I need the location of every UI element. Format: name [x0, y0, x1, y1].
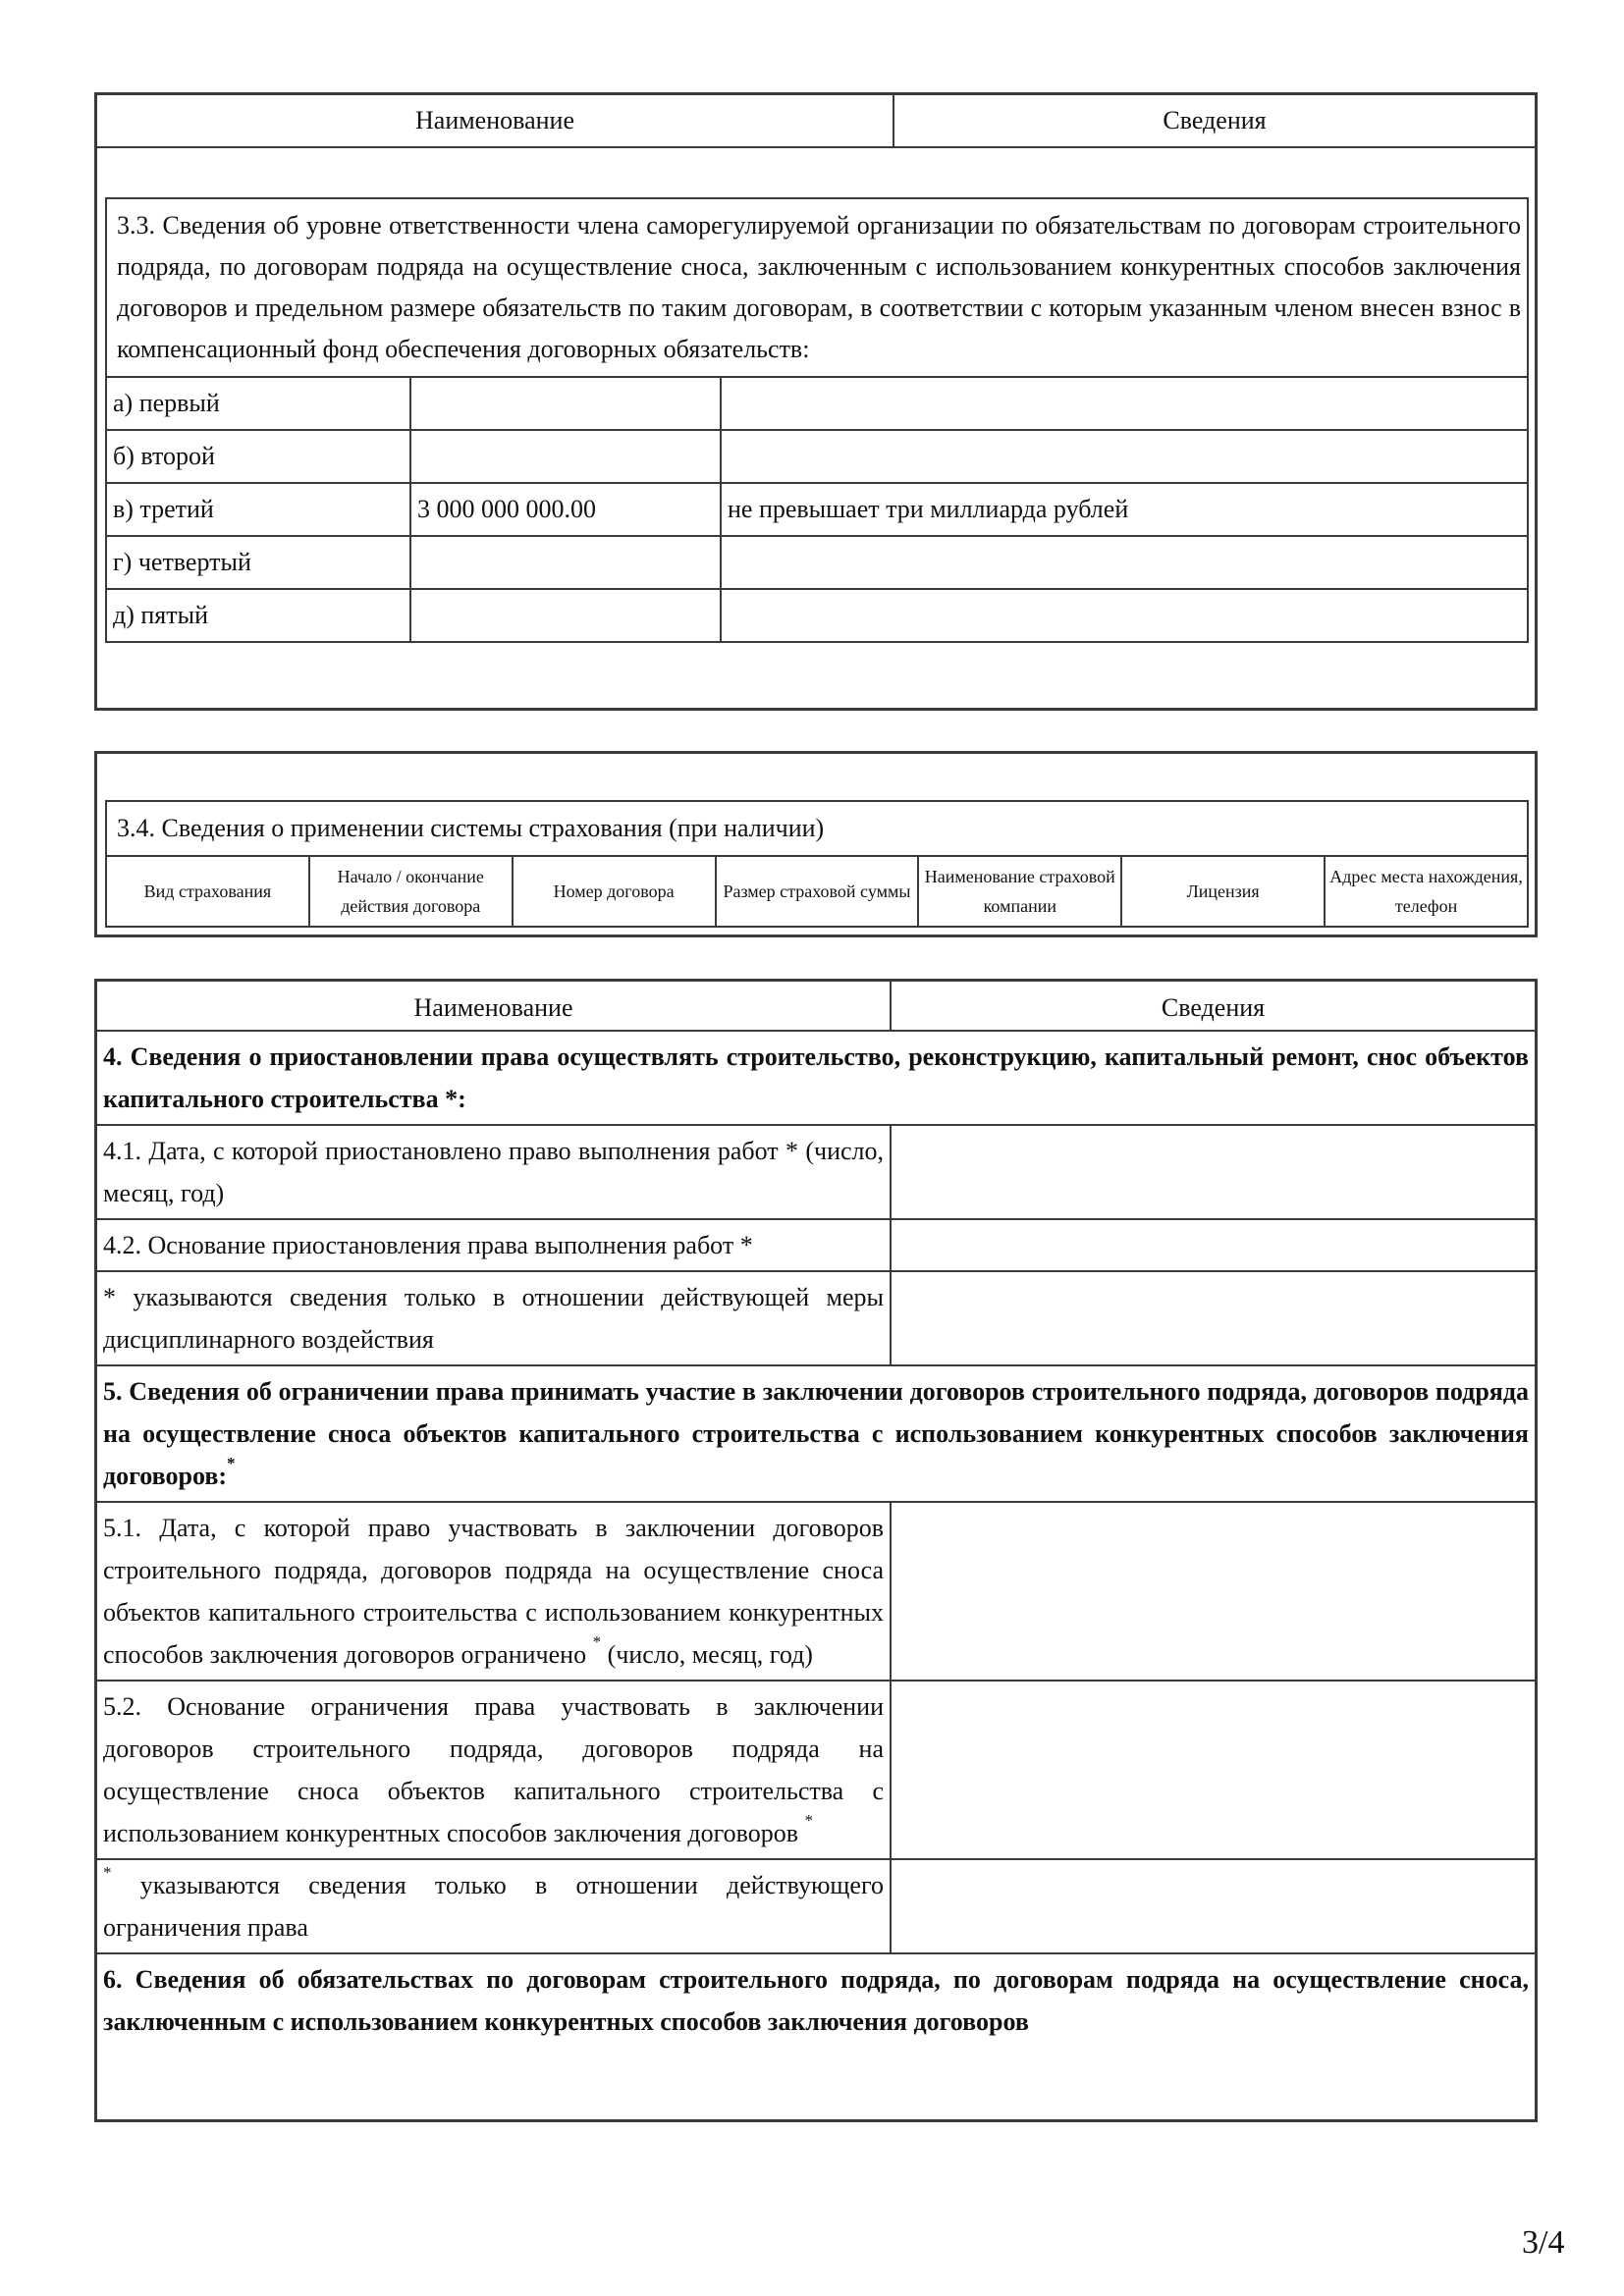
- level-row: [106, 536, 1528, 589]
- section-4-note-value: [891, 1271, 1535, 1365]
- header-name-column: Наименование: [97, 982, 891, 1031]
- insurance-column-header: Адрес места нахождения, телефон: [1325, 856, 1528, 927]
- level-label: г) четвертый: [106, 536, 410, 589]
- section-4-title: 4. Сведения о приостановлении права осуществлять строительство, реконструкцию, капитальный ремонт, снос объектов капитального строительства *:: [97, 1031, 1535, 1125]
- level-description: [721, 377, 1528, 430]
- level-row: [106, 377, 1528, 430]
- section-4-note: * указываются сведения только в отношении действующей меры дисциплинарного воздействия: [97, 1271, 891, 1365]
- level-description: [721, 430, 1528, 483]
- row-5-2-label-cell: [97, 1681, 891, 1859]
- level-amount: [410, 536, 721, 589]
- insurance-column-header: Лицензия: [1121, 856, 1325, 927]
- insurance-column-header: Номер договора: [513, 856, 716, 927]
- insurance-column-header: Начало / окончание действия договора: [309, 856, 513, 927]
- row-5-2-value: [891, 1681, 1535, 1859]
- footnote-asterisk: *: [103, 1863, 112, 1883]
- row-5-1-value: [891, 1502, 1535, 1681]
- level-label: б) второй: [106, 430, 410, 483]
- row-4-2-label: 4.2. Основание приостановления права выполнения работ *: [97, 1219, 891, 1271]
- table-row: [97, 1125, 1535, 1219]
- restrictions-block: [94, 979, 1538, 2122]
- level-label: а) первый: [106, 377, 410, 430]
- section-5-note: указываются сведения только в отношении действующего ограничения права: [103, 1871, 884, 1942]
- insurance-column-header: Вид страхования: [106, 856, 309, 927]
- insurance-column-header: Размер страховой суммы: [716, 856, 919, 927]
- level-amount: 3 000 000 000.00: [410, 483, 721, 536]
- footnote-asterisk: *: [804, 1811, 813, 1831]
- section-6-title: 6. Сведения об обязательствах по договорам строительного подряда, по договорам подряда на осуществление сноса, заключенным с использованием конкурентных способов заключения договоров: [97, 1953, 1535, 2047]
- table-row: [97, 1271, 1535, 1365]
- section-3-3-text: 3.3. Сведения об уровне ответственности члена саморегулируемой организации по обязательствам по договорам строительного подряда, по договорам подряда на осуществление сноса, заключенным с использованием конкурентных способов заключения договоров и предельном размере обязательств по таким договорам, в соответствии с которым указанным членом внесен взнос в компенсационный фонд обеспечения договорных обязательств:: [106, 198, 1528, 377]
- level-label: в) третий: [106, 483, 410, 536]
- footnote-asterisk: *: [227, 1454, 236, 1473]
- level-row: [106, 430, 1528, 483]
- insurance-block: [94, 751, 1538, 937]
- table-row: [97, 1219, 1535, 1271]
- row-4-1-value: [891, 1125, 1535, 1219]
- table-row: [97, 1681, 1535, 1859]
- section-5-note-cell: [97, 1859, 891, 1953]
- header-info-column: Сведения: [893, 95, 1535, 147]
- section-5-title: 5. Сведения об ограничении права принимать участие в заключении договоров строительного подряда, договоров подряда на осуществление сноса объектов капитального строительства с использованием конкурентных способов заключения договоров:: [103, 1377, 1529, 1490]
- insurance-column-header: Наименование страховой компании: [918, 856, 1121, 927]
- section-3-4-title: 3.4. Сведения о применении системы страхования (при наличии): [106, 801, 1528, 856]
- level-amount: [410, 589, 721, 642]
- liability-level-block: [94, 92, 1538, 711]
- section-3-3-table: [105, 197, 1529, 643]
- section-5-note-value: [891, 1859, 1535, 1953]
- header-info-column: Сведения: [891, 982, 1535, 1031]
- header-name-column: Наименование: [97, 95, 893, 147]
- block1-header: [97, 95, 1535, 148]
- row-4-2-value: [891, 1219, 1535, 1271]
- row-5-1-label: 5.1. Дата, с которой право участвовать в заключении договоров строительного подряда, договоров подряда на осуществление сноса объектов капитального строительства с использованием конкурентных способов заключения договоров ограничено: [103, 1514, 884, 1669]
- level-row: [106, 483, 1528, 536]
- level-row: [106, 589, 1528, 642]
- section-3-4-table: [105, 800, 1529, 928]
- insurance-columns-row: [106, 856, 1528, 927]
- level-amount: [410, 377, 721, 430]
- row-5-2-label: 5.2. Основание ограничения права участвовать в заключении договоров строительного подряда, договоров подряда на осуществление сноса объектов капитального строительства с использованием конкурентных способов заключения договоров: [103, 1692, 884, 1847]
- table-row: [97, 1859, 1535, 1953]
- page-number: 3/4: [1522, 2224, 1565, 2261]
- level-description: не превышает три миллиарда рублей: [721, 483, 1528, 536]
- level-label: д) пятый: [106, 589, 410, 642]
- restrictions-table: [97, 982, 1535, 2047]
- row-5-1-label-date: (число, месяц, год): [601, 1640, 813, 1669]
- level-amount: [410, 430, 721, 483]
- row-4-1-label: 4.1. Дата, с которой приостановлено право выполнения работ * (число, месяц, год): [97, 1125, 891, 1219]
- row-5-1-label-cell: [97, 1502, 891, 1681]
- section-5-title-cell: [97, 1365, 1535, 1502]
- level-description: [721, 589, 1528, 642]
- table-row: [97, 1502, 1535, 1681]
- level-description: [721, 536, 1528, 589]
- footnote-asterisk: *: [592, 1632, 602, 1652]
